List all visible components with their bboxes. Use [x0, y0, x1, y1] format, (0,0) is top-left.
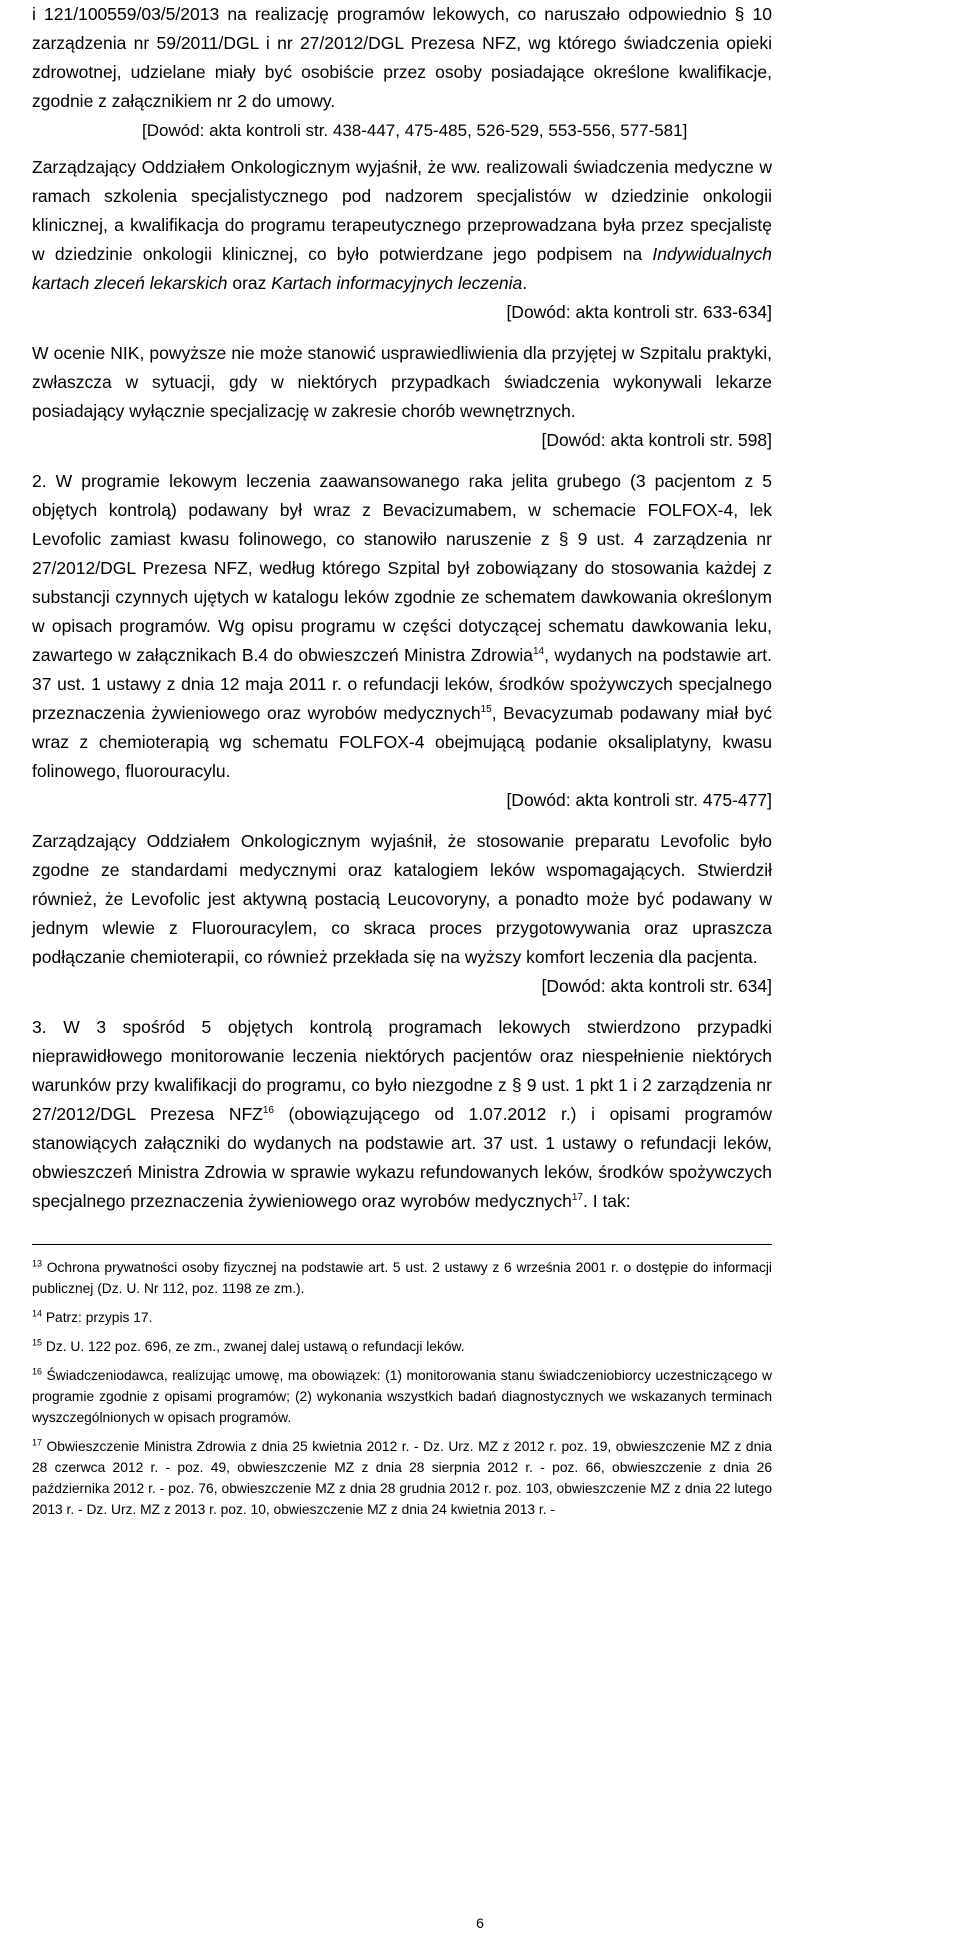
finding-text: . I tak: [583, 1191, 631, 1211]
footnote-ref[interactable]: 14 [532, 646, 545, 658]
finding-text: , wydanych na podstawie art. 37 ust. 1 ustawy z dnia 12 maja 2011 r. o refundacji leków, środków spożywczych specjalnego przeznaczenia żywieniowego oraz wyrobów medycznych [32, 645, 772, 723]
footnote-text: Dz. U. 122 poz. 696, ze zm., zwanej dalej ustawą o refundacji leków. [42, 1339, 465, 1354]
footnotes-section [32, 1257, 772, 1520]
footnote [32, 1436, 772, 1520]
footnote-ref[interactable]: 17 [571, 1192, 583, 1204]
footnote [32, 1257, 772, 1299]
finding-3-paragraph [32, 1013, 772, 1216]
intro-block [32, 0, 772, 116]
document-page [32, 0, 772, 1528]
page-number: 6 [476, 1915, 484, 1931]
finding-text: 2. W programie lekowym leczenia zaawansowanego raka jelita grubego (3 pacjentom z 5 objętych kontrolą) podawany był wraz z Bevacizumabem, w schemacie FOLFOX-4, lek Levofolic zamiast kwasu folinowego, co stanowiło naruszenie z § 9 ust. 4 zarządzenia nr 27/2012/DGL Prezesa NFZ, według którego Szpital był zobowiązany do stosowania każdej z substancji czynnych ujętych w katalogu leków zgodnie ze schematem dawkowania określonym w opisach programów. Wg opisu programu w części dotyczącej schematu dawkowania leku, zawartego w załącznikach B.4 do obwieszczeń Ministra Zdrowia [32, 471, 772, 665]
intro-paragraph: i 121/100559/03/5/2013 na realizację programów lekowych, co naruszało odpowiednio § 10 zarządzenia nr 59/2011/DGL i nr 27/2012/DGL Prezesa NFZ, wg którego świadczenia opieki zdrowotnej, udzielane miały być osobiście przez osoby posiadające określone kwalifikacje, zgodnie z załącznikiem nr 2 do umowy. [32, 4, 772, 111]
footnote-number: 17 [32, 1437, 43, 1448]
footnote-ref[interactable]: 16 [262, 1105, 274, 1117]
footnote-text: Ochrona prywatności osoby fizycznej na podstawie art. 5 ust. 2 ustawy z 6 września 2001 r. o dostępie do informacji publicznej (Dz. U. Nr 112, poz. 1198 ze zm.). [32, 1260, 772, 1296]
finding-2-paragraph [32, 467, 772, 786]
footnote-text: Świadczeniodawca, realizując umowę, ma obowiązek: (1) monitorowania stanu świadczeniobiorcy uczestniczącego w programie zgodnie z opisami programów; (2) wykonania wszystkich badań diagnostycznych we wskazanych terminach wyszczególnionych w opisach programów. [32, 1368, 772, 1425]
evidence-reference: [Dowód: akta kontroli str. 598] [541, 430, 772, 450]
footnote [32, 1336, 772, 1357]
footnote-separator [32, 1244, 772, 1245]
finding-text: , Bevacyzumab podawany miał być wraz z chemioterapią wg schematu FOLFOX-4 obejmującą podanie oksaliplatyny, kwasu folinowego, fluorouracylu. [32, 703, 773, 781]
footnote [32, 1307, 772, 1328]
footnote-number: 16 [32, 1366, 43, 1377]
footnote-number: 15 [32, 1337, 43, 1348]
footnote-text: Patrz: przypis 17. [42, 1310, 153, 1325]
footnote-text: Obwieszczenie Ministra Zdrowia z dnia 25 kwietnia 2012 r. - Dz. Urz. MZ z 2012 r. poz. 19, obwieszczenie MZ z dnia 28 czerwca 2012 r. - poz. 49, obwieszczenie MZ z dnia 28 sierpnia 2012 r. - poz. 66, obwieszczenie z dnia 26 października 2012 r. - poz. 76, obwieszczenie MZ z dnia 28 grudnia 2012 r. poz. 103, obwieszczenie MZ z dnia 22 lutego 2013 r. - Dz. Urz. MZ z 2013 r. poz. 10, obwieszczenie MZ z dnia 24 kwietnia 2013 r. - [32, 1439, 772, 1517]
finding-text: 3. W 3 spośród 5 objętych kontrolą programach lekowych stwierdzono przypadki nieprawidłowego monitorowanie leczenia niektórych pacjentów oraz niespełnienie niektórych warunków przy kwalifikacji do programu, co było niezgodne z § 9 ust. 1 pkt 1 i 2 zarządzenia nr 27/2012/DGL Prezesa NFZ [32, 1017, 772, 1124]
evidence-reference: [Dowód: akta kontroli str. 633-634] [506, 302, 772, 322]
italic-document-name: Indywidualnych kartach zleceń lekarskich [32, 244, 772, 293]
explanation-paragraph [32, 153, 772, 298]
nik-assessment-paragraph: W ocenie NIK, powyższe nie może stanowić usprawiedliwienia dla przyjętej w Szpitalu praktyki, zwłaszcza w sytuacji, gdy w niektórych przypadkach świadczenia wykonywali lekarze posiadający wyłącznie specjalizację w zakresie chorób wewnętrznych. [32, 343, 772, 421]
footnote-number: 13 [32, 1258, 43, 1269]
levofolic-explanation-paragraph: Zarządzający Oddziałem Onkologicznym wyjaśnił, że stosowanie preparatu Levofolic było zgodne ze standardami medycznymi oraz katalogiem leków wspomagających. Stwierdził również, że Levofolic jest aktywną postacią Leucovoryny, a ponadto może być podawany w jednym wlewie z Fluorouracylem, co skraca proces przygotowywania oraz upraszcza podłączanie chemioterapii, co również przekłada się na wyższy komfort leczenia dla pacjenta. [32, 831, 772, 967]
footnote [32, 1365, 772, 1428]
evidence-reference: [Dowód: akta kontroli str. 634] [541, 976, 772, 996]
evidence-reference: [Dowód: akta kontroli str. 475-477] [506, 790, 772, 810]
explanation-text: . [522, 273, 528, 293]
finding-text: (obowiązującego od 1.07.2012 r.) i opisami programów stanowiących załączniki do wydanych na podstawie art. 37 ust. 1 ustawy o refundacji leków, obwieszczeń Ministra Zdrowia w sprawie wykazu refundowanych leków, środków spożywczych specjalnego przeznaczenia żywieniowego oraz wyrobów medycznych [32, 1104, 772, 1211]
explanation-text: Zarządzający Oddziałem Onkologicznym wyjaśnił, że ww. realizowali świadczenia medyczne w ramach szkolenia specjalistycznego pod nadzorem specjalistów w dziedzinie onkologii klinicznej, a kwalifikacja do programu terapeutycznego przeprowadzana była przez specjalistę w dziedzinie onkologii klinicznej, co było potwierdzane jego podpisem na [32, 157, 772, 264]
footnote-number: 14 [32, 1308, 43, 1319]
explanation-text: oraz [227, 273, 272, 293]
italic-document-name: Kartach informacyjnych leczenia [271, 273, 523, 293]
footnote-ref[interactable]: 15 [480, 704, 492, 716]
evidence-reference: [Dowód: akta kontroli str. 438-447, 475-485, 526-529, 553-556, 577-581] [142, 121, 688, 140]
